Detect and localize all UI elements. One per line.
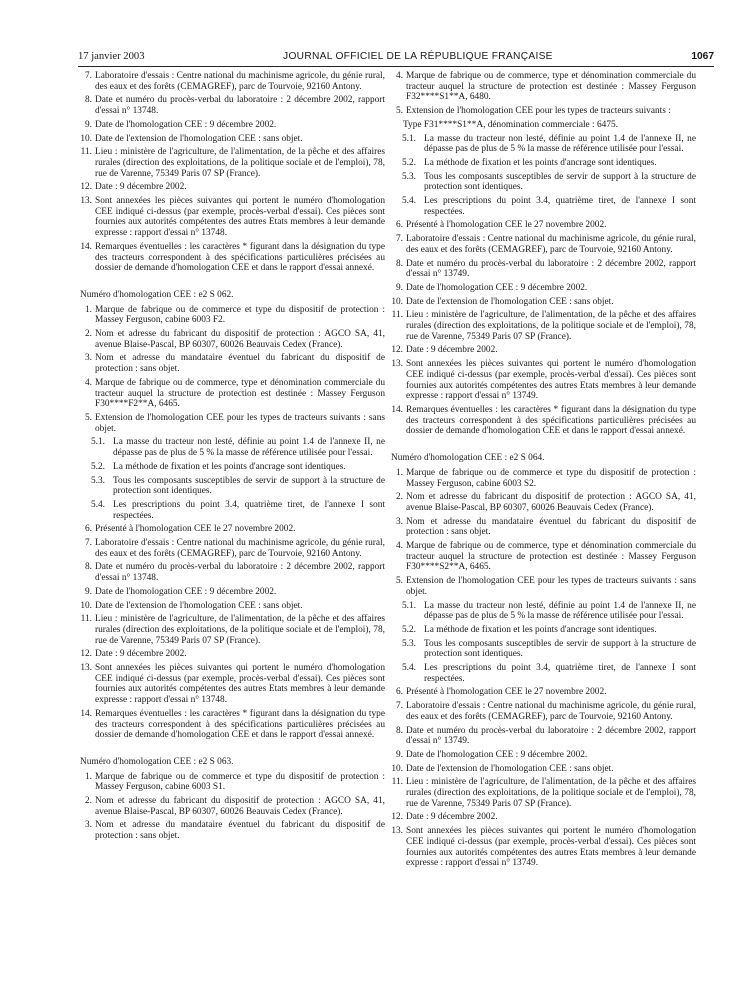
list-item [78,329,385,350]
list-item [78,353,385,374]
item-number: 8. [395,258,403,269]
item-number: 6. [395,687,403,698]
item-text: Les prescriptions du point 3.4, quatrième tiret, de l'annexe I sont respectées. [113,499,385,521]
item-text: La méthode de fixation et les points d'ancrage sont identiques. [424,157,657,168]
list-item [389,310,696,342]
list-item [389,726,696,747]
subitem [402,196,696,217]
list-item [78,663,385,706]
item-number: 6. [395,220,403,231]
item-number: 10. [80,133,92,144]
item-number: 9. [84,119,92,130]
item-text: Date et numéro du procès-verbal du laboratoire : 2 décembre 2002, rapport d'essai n° 13748. [95,95,385,117]
item-text: Date et numéro du procès-verbal du laboratoire : 2 décembre 2002, rapport d'essai n° 13749. [406,258,696,280]
item-number: 12. [80,182,92,193]
item-text: Extension de l'homologation CEE pour les types de tracteurs suivants : sans objet. [95,412,385,434]
list-item [78,242,385,274]
item-text: Lieu : ministère de l'agriculture, de l'alimentation, de la pêche et des affaires rurales (direction des exploitations, de la politique sociale et de l'emploi), 78, rue de Varenne, 75349 Paris 07 SP (France). [406,310,696,342]
item-text: Date de l'extension de l'homologation CEE : sans objet. [406,763,614,774]
item-number: 5. [84,412,92,423]
item-text: Nom et adresse du fabricant du dispositif de protection : AGCO SA, 41, avenue Blaise-Pascal, BP 60307, 60026 Beauvais Cedex (France). [95,796,385,817]
item-number: 7. [395,234,403,245]
list-item [78,524,385,535]
list-item [389,234,696,255]
item-text: Date de l'homologation CEE : 9 décembre 2002. [95,119,277,130]
item-text: Date de l'homologation CEE : 9 décembre 2002. [406,749,588,760]
list-item [389,259,696,280]
list-item [78,709,385,741]
list-item [389,826,696,869]
list-item [389,777,696,809]
item-text: Laboratoire d'essais : Centre national du machinisme agricole, du génie rural, des eaux et des forêts (CEMAGREF), parc de Tourvoie, 92160 Antony. [406,234,696,255]
item-text: Date : 9 décembre 2002. [406,812,498,823]
item-number: 7. [84,71,92,81]
item-text: Présenté à l'homologation CEE le 27 novembre 2002. [406,687,607,698]
item-text: Sont annexées les pièces suivantes qui portent le numéro d'homologation CEE indiqué ci-dessus (par exemple, procès-verbal d'essai). Ces pièces sont fournies aux autorités compétentes des autres Etats membres à leur demande expresse : rapport d'essai n° 13748. [95,663,385,706]
item-number: 8. [84,95,92,106]
list-item [389,812,696,823]
page-number: 1067 [691,51,714,62]
item-text: Remarques éventuelles : les caractères * figurant dans la désignation du type des tracteurs correspondent à des spécifications particulières précisées au dossier de demande d'homologation CEE et dans le rapport d'essai annexé. [406,404,696,437]
item-number: 4. [395,71,403,81]
list-item [389,468,696,489]
item-number: 3. [84,353,92,364]
list-item [389,701,696,722]
list-item [78,71,385,92]
item-text: Date : 9 décembre 2002. [95,649,187,660]
list-item [78,601,385,612]
item-number: 13. [80,196,92,207]
item-number: 8. [395,725,403,736]
item-number: 11. [391,777,403,788]
list-item [78,796,385,817]
item-number: 5.2. [402,157,417,168]
item-text: Nom et adresse du fabricant du dispositif de protection : AGCO SA, 41, avenue Blaise-Pascal, BP 60307, 60026 Beauvais Cedex (France). [406,492,696,513]
item-number: 10. [80,600,92,611]
item-text: Date de l'homologation CEE : 9 décembre 2002. [406,282,588,293]
list-item [78,538,385,559]
list-item [389,405,696,437]
item-text: Date : 9 décembre 2002. [406,345,498,356]
item-text: Tous les composants susceptibles de servir de support à la structure de protection sont identiques. [113,475,385,497]
item-number: 5.3. [91,475,106,486]
item-text: Nom et adresse du mandataire éventuel du fabricant du dispositif de protection : sans objet. [95,820,385,842]
list-item [78,614,385,646]
item-number: 5.2. [402,624,417,635]
list-item [78,120,385,131]
item-text: Les prescriptions du point 3.4, quatrième tiret, de l'annexe I sont respectées. [424,663,696,684]
section-heading: Numéro d'homologation CEE : e2 S 064. [391,453,545,464]
list-item [389,687,696,698]
item-number: 10. [391,763,403,774]
item-number: 1. [84,304,92,315]
list-item [78,147,385,179]
list-item [78,562,385,583]
item-text: Marque de fabrique ou de commerce, type et dénomination commerciale du tracteur auquel la structure de protection est destinée : Massey Ferguson F32****S1**A, 6480. [406,71,696,103]
item-number: 14. [80,708,92,719]
item-number: 3. [395,516,403,527]
item-text: Lieu : ministère de l'agriculture, de l'alimentation, de la pêche et des affaires rurales (direction des exploitations, de la politique sociale et de l'emploi), 78, rue de Varenne, 75349 Paris 07 SP (France). [95,614,385,646]
item-text: La méthode de fixation et les points d'ancrage sont identiques. [424,624,657,635]
list-item [389,517,696,538]
item-list [78,772,385,842]
item-list [78,305,385,435]
item-number: 5.2. [91,461,106,472]
item-number: 5.4. [402,196,417,207]
journal-title: JOURNAL OFFICIEL DE LA RÉPUBLIQUE FRANÇAISE [283,51,553,62]
subitem [402,134,696,155]
item-text: Tous les composants susceptibles de servir de support à la structure de protection sont identiques. [424,171,696,193]
item-number: 5.4. [91,499,106,510]
subitem [91,437,385,458]
item-list [389,687,696,869]
subitem [402,639,696,660]
tractor-type-line: Type F31****S1**A, dénomination commerciale : 6475. [403,119,618,130]
issue-date: 17 janvier 2003 [78,51,145,62]
list-item [389,764,696,775]
list-item [78,378,385,410]
item-text: La masse du tracteur non lesté, définie au point 1.4 de l'annexe II, ne dépasse pas de plus de 5 % la masse de référence utilisée pour l'essai. [113,437,385,459]
item-number: 5.1. [91,437,106,448]
subitem [91,462,385,473]
item-text: Date de l'extension de l'homologation CEE : sans objet. [95,133,303,144]
item-text: Présenté à l'homologation CEE le 27 novembre 2002. [95,524,296,535]
list-item [389,750,696,761]
item-list [78,71,385,274]
item-number: 11. [391,310,403,321]
item-number: 5.4. [402,663,417,674]
list-item [389,359,696,402]
item-text: Remarques éventuelles : les caractères * figurant dans la désignation du type des tracteurs correspondent à des spécifications particulières précisées au dossier de demande d'homologation CEE et dans le rapport d'essai annexé. [95,708,385,741]
list-item [78,305,385,326]
list-item [389,492,696,513]
item-number: 5.3. [402,171,417,182]
list-item [389,283,696,294]
list-item [78,772,385,793]
item-text: La méthode de fixation et les points d'ancrage sont identiques. [113,461,346,472]
page-header [78,51,714,67]
list-item [78,134,385,145]
item-number: 7. [395,701,403,712]
left-column [78,71,385,845]
item-number: 14. [391,404,403,415]
item-text: Nom et adresse du mandataire éventuel du fabricant du dispositif de protection : sans objet. [95,353,385,375]
item-text: Marque de fabrique ou de commerce et type du dispositif de protection : Massey Ferguson, cabine 6003 S2. [406,467,696,489]
list-item [389,541,696,573]
item-text: Sont annexées les pièces suivantes qui portent le numéro d'homologation CEE indiqué ci-dessus (par exemple, procès-verbal d'essai). Ces pièces sont fournies aux autorités compétentes des autres Etats membres à leur demande expresse : rapport d'essai n° 13748. [95,196,385,239]
item-text: Extension de l'homologation CEE pour les types de tracteurs suivants : sans objet. [406,576,696,597]
item-text: Sont annexées les pièces suivantes qui portent le numéro d'homologation CEE indiqué ci-dessus (par exemple, procès-verbal d'essai). Ces pièces sont fournies aux autorités compétentes des autres Etats membres à leur demande expresse : rapport d'essai n° 13749. [406,359,696,402]
item-text: Lieu : ministère de l'agriculture, de l'alimentation, de la pêche et des affaires rurales (direction des exploitations, de la politique sociale et de l'emploi), 78, rue de Varenne, 75349 Paris 07 SP (France). [95,147,385,179]
item-number: 11. [80,147,92,158]
item-list [389,71,696,117]
item-text: Laboratoire d'essais : Centre national du machinisme agricole, du génie rural, des eaux et des forêts (CEMAGREF), parc de Tourvoie, 92160 Antony. [95,538,385,559]
item-text: Laboratoire d'essais : Centre national du machinisme agricole, du génie rural, des eaux et des forêts (CEMAGREF), parc de Tourvoie, 92160 Antony. [406,701,696,722]
item-text: Date de l'homologation CEE : 9 décembre 2002. [95,586,277,597]
item-text: La masse du tracteur non lesté, définie au point 1.4 de l'annexe II, ne dépasse pas de plus de 5 % la masse de référence utilisée pour l'essai. [424,133,696,155]
item-number: 5. [395,576,403,587]
item-number: 2. [84,796,92,807]
item-number: 6. [84,524,92,535]
item-text: Nom et adresse du fabricant du dispositif de protection : AGCO SA, 41, avenue Blaise-Pascal, BP 60307, 60026 Beauvais Cedex (France). [95,329,385,350]
item-text: Laboratoire d'essais : Centre national du machinisme agricole, du génie rural, des eaux et des forêts (CEMAGREF), parc de Tourvoie, 92160 Antony. [95,71,385,92]
section-heading: Numéro d'homologation CEE : e2 S 063. [80,756,234,767]
subitem [402,663,696,684]
item-number: 5.3. [402,638,417,649]
section-heading: Numéro d'homologation CEE : e2 S 062. [80,289,234,300]
list-item [78,820,385,841]
item-text: Date et numéro du procès-verbal du laboratoire : 2 décembre 2002, rapport d'essai n° 13748. [95,562,385,584]
item-text: Sont annexées les pièces suivantes qui portent le numéro d'homologation CEE indiqué ci-dessus (par exemple, procès-verbal d'essai). Ces pièces sont fournies aux autorités compétentes des autres Etats membres à leur demande expresse : rapport d'essai n° 13749. [406,826,696,869]
header-rule [78,66,714,67]
item-number: 10. [391,296,403,307]
item-number: 1. [395,467,403,478]
item-number: 12. [391,812,403,823]
item-text: Les prescriptions du point 3.4, quatrième tiret, de l'annexe I sont respectées. [424,196,696,217]
item-list [389,220,696,437]
subitem [402,172,696,193]
item-number: 8. [84,562,92,573]
item-number: 4. [395,541,403,552]
item-number: 5.1. [402,600,417,611]
item-number: 12. [80,649,92,660]
item-number: 11. [80,614,92,625]
item-number: 12. [391,345,403,356]
item-list [78,524,385,741]
subitem [91,500,385,521]
subitem [91,476,385,497]
item-number: 13. [80,663,92,674]
list-item [78,182,385,193]
item-number: 9. [395,282,403,293]
subitem-list [78,437,385,521]
item-number: 13. [391,359,403,370]
item-number: 3. [84,820,92,831]
list-item [389,71,696,103]
item-number: 14. [80,241,92,252]
item-list [389,468,696,598]
subitem-list [389,601,696,685]
subitem [402,601,696,622]
item-text: La masse du tracteur non lesté, définie au point 1.4 de l'annexe II, ne dépasse pas de plus de 5 % la masse de référence utilisée pour l'essai. [424,600,696,622]
item-text: Marque de fabrique ou de commerce, type et dénomination commerciale du tracteur auquel la structure de protection est destinée : Massey Ferguson F30****S2**A, 6465. [406,541,696,573]
list-item [389,220,696,231]
list-item [389,345,696,356]
item-text: Date : 9 décembre 2002. [95,182,187,193]
item-number: 7. [84,538,92,549]
item-text: Date de l'extension de l'homologation CEE : sans objet. [406,296,614,307]
right-column [389,71,696,872]
item-text: Date de l'extension de l'homologation CEE : sans objet. [95,600,303,611]
item-text: Marque de fabrique ou de commerce, type et dénomination commerciale du tracteur auquel la structure de protection est destinée : Massey Ferguson F30****F2**A, 6465. [95,377,385,410]
item-text: Marque de fabrique ou de commerce et type du dispositif de protection : Massey Ferguson, cabine 6003 S1. [95,771,385,793]
item-text: Date et numéro du procès-verbal du laboratoire : 2 décembre 2002, rapport d'essai n° 13749. [406,725,696,747]
item-text: Marque de fabrique ou de commerce et type du dispositif de protection : Massey Ferguson, cabine 6003 F2. [95,304,385,326]
item-number: 9. [84,586,92,597]
list-item [389,297,696,308]
item-number: 5. [395,106,403,117]
item-number: 4. [84,377,92,388]
list-item [78,649,385,660]
list-item [78,196,385,239]
item-number: 1. [84,771,92,782]
subitem [402,158,696,169]
list-item [78,587,385,598]
list-item [78,95,385,116]
item-text: Tous les composants susceptibles de servir de support à la structure de protection sont identiques. [424,638,696,660]
list-item [389,106,696,117]
subitem-list [389,134,696,218]
item-text: Remarques éventuelles : les caractères * figurant dans la désignation du type des tracteurs correspondent à des spécifications particulières précisées au dossier de demande d'homologation CEE et dans le rapport d'essai annexé. [95,241,385,274]
list-item [389,576,696,597]
item-text: Nom et adresse du mandataire éventuel du fabricant du dispositif de protection : sans objet. [406,516,696,538]
list-item [78,413,385,434]
subitem [402,625,696,636]
item-number: 13. [391,826,403,837]
item-number: 9. [395,749,403,760]
item-number: 2. [395,492,403,503]
item-text: Lieu : ministère de l'agriculture, de l'alimentation, de la pêche et des affaires rurales (direction des exploitations, de la politique sociale et de l'emploi), 78, rue de Varenne, 75349 Paris 07 SP (France). [406,777,696,809]
item-text: Présenté à l'homologation CEE le 27 novembre 2002. [406,220,607,231]
item-text: Extension de l'homologation CEE pour les types de tracteurs suivants : [406,106,671,117]
item-number: 5.1. [402,133,417,144]
item-number: 2. [84,329,92,340]
